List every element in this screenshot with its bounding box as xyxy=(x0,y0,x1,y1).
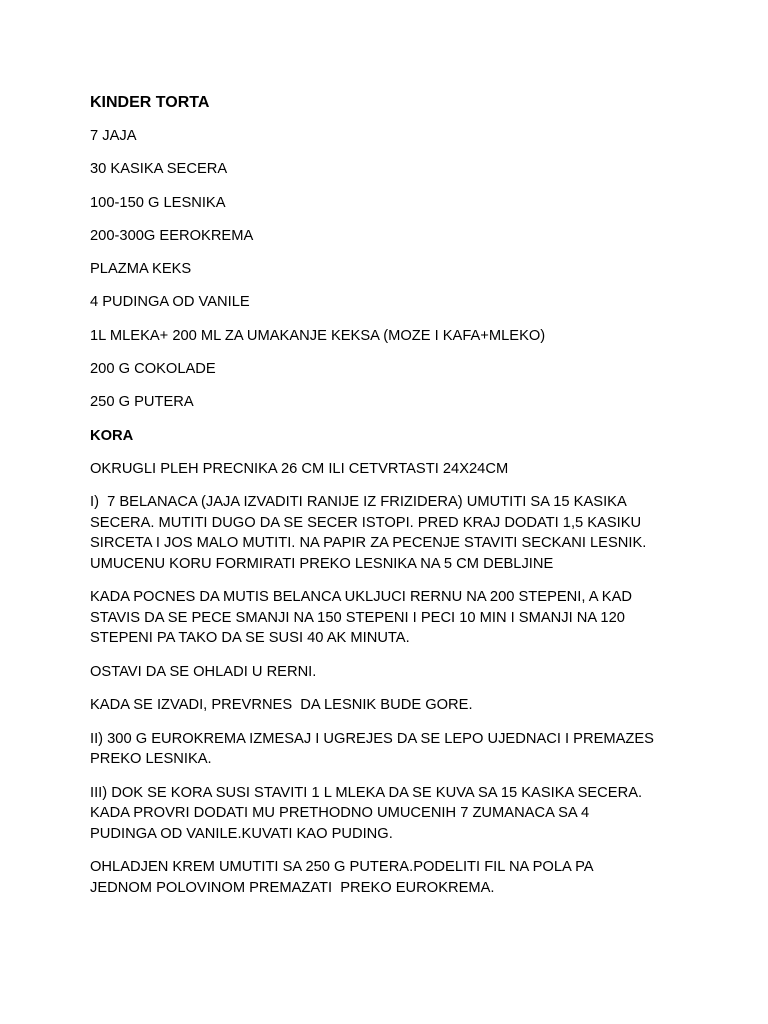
ingredient-item: 200 G COKOLADE xyxy=(90,361,216,378)
ingredient-item: 30 KASIKA SECERA xyxy=(90,161,228,178)
ingredient-list xyxy=(90,126,690,412)
instruction-paragraph: I) 7 BELANACA (JAJA IZVADITI RANIJE IZ FRIZIDERA) UMUTITI SA 15 KASIKA SECERA. MUTITI DUGO DA SE SECER ISTOPI. PRED KRAJ DODATI 1,5 KASIKU SIRCETA I JOS MALO MUTITI. NA PAPIR ZA PECENJE STAVITI SECKANI LESNIK. UMUCENU KORU FORMIRATI PREKO LESNIKA NA 5 CM DEBLJINE xyxy=(90,494,647,572)
section-heading-kora: KORA xyxy=(90,427,134,444)
ingredient-item: 1L MLEKA+ 200 ML ZA UMAKANJE KEKSA (MOZE I KAFA+MLEKO) xyxy=(90,327,546,344)
instruction-paragraph: KADA POCNES DA MUTIS BELANCA UKLJUCI RERNU NA 200 STEPENI, A KAD STAVIS DA SE PECE SMANJI NA 150 STEPENI I PECI 10 MIN I SMANJI NA 120 STEPENI PA TAKO DA SE SUSI 40 AK MINUTA. xyxy=(90,589,632,647)
instruction-paragraph: II) 300 G EUROKREMA IZMESAJ I UGREJES DA SE LEPO UJEDNACI I PREMAZES PREKO LESNIKA. xyxy=(90,730,654,768)
instruction-paragraph: OHLADJEN KREM UMUTITI SA 250 G PUTERA.PODELITI FIL NA POLA PA JEDNOM POLOVINOM PREMAZATI PREKO EUROKREMA. xyxy=(90,859,594,896)
ingredient-item: 7 JAJA xyxy=(90,128,137,144)
document-page xyxy=(90,93,690,911)
instruction-paragraph: KADA SE IZVADI, PREVRNES DA LESNIK BUDE GORE. xyxy=(90,697,473,714)
instruction-paragraph: OSTAVI DA SE OHLADI U RERNI. xyxy=(90,663,317,680)
instruction-paragraph: III) DOK SE KORA SUSI STAVITI 1 L MLEKA DA SE KUVA SA 15 KASIKA SECERA. KADA PROVRI DODATI MU PRETHODNO UMUCENIH 7 ZUMANACA SA 4 PUDINGA OD VANILE.KUVATI KAO PUDING. xyxy=(90,784,643,842)
recipe-title: KINDER TORTA xyxy=(90,94,210,111)
ingredient-item: 4 PUDINGA OD VANILE xyxy=(90,294,250,311)
ingredient-item: 200-300G EEROKREMA xyxy=(90,227,254,244)
ingredient-item: 250 G PUTERA xyxy=(90,394,194,411)
ingredient-item: 100-150 G LESNIKA xyxy=(90,194,226,211)
ingredient-item: PLAZMA KEKS xyxy=(90,261,192,278)
instruction-paragraph: OKRUGLI PLEH PRECNIKA 26 CM ILI CETVRTASTI 24X24CM xyxy=(90,460,509,477)
